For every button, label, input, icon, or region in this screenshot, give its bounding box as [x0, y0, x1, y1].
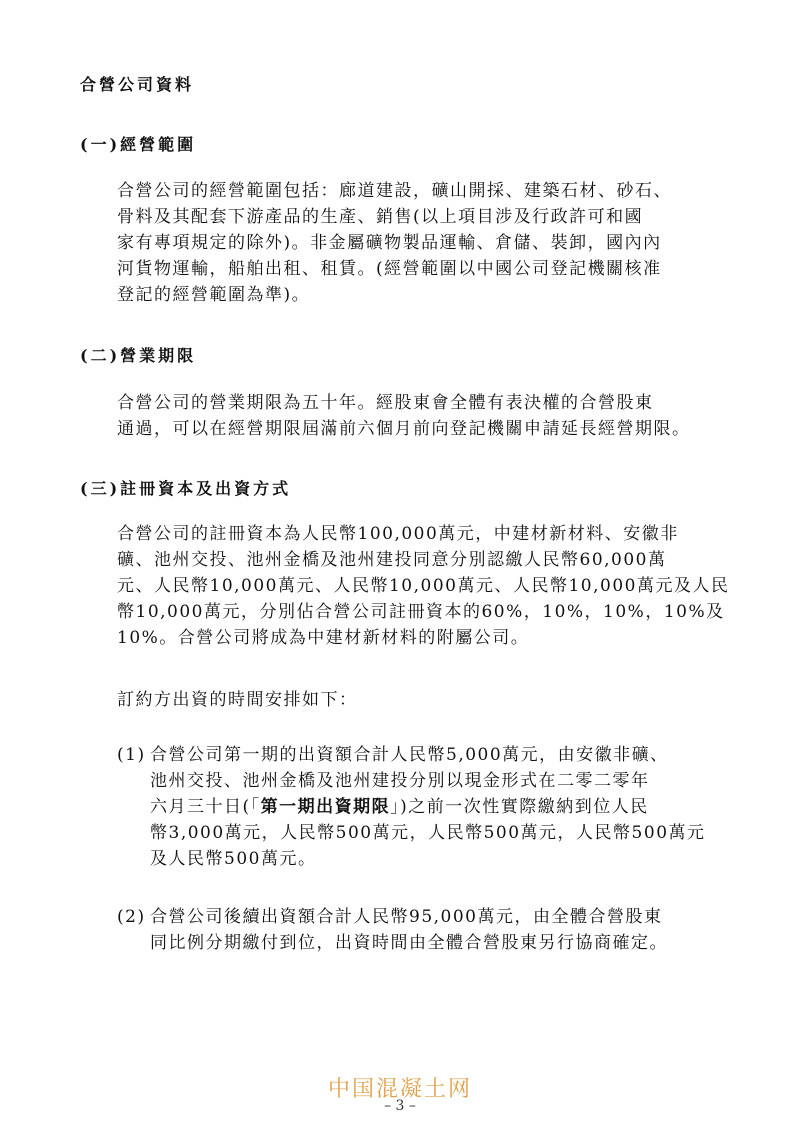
paragraph-business-scope: [117, 178, 729, 308]
paragraph-registered-capital: [117, 521, 729, 651]
list-item-number: (1): [117, 745, 146, 765]
text-line: 登記的經營範圍為準)。: [117, 285, 311, 305]
text-line: 池州交投、池州金橋及池州建投分別以現金形式在二零二零年: [150, 771, 650, 791]
page-number: – 3 –: [384, 1098, 416, 1114]
text-line: 合營公司的營業期限為五十年。經股東會全體有表決權的合營股東: [117, 393, 654, 413]
text-line: 同比例分期繳付到位，出資時間由全體合營股東另行協商確定。: [150, 933, 668, 953]
paragraph-operating-period: [117, 390, 729, 442]
text-line: [150, 794, 730, 820]
text-line: 及人民幣500萬元。: [150, 849, 317, 869]
text-fragment: 六月三十日(「: [150, 797, 261, 817]
text-line: 骨料及其配套下游產品的生產、銷售(以上項目涉及行政許可和國: [117, 207, 644, 227]
text-line: 幣3,000萬元，人民幣500萬元，人民幣500萬元，人民幣500萬元: [150, 823, 706, 843]
list-item-body: [150, 904, 730, 956]
text-fragment: 」)之前一次性實際繳納到位人民: [390, 797, 649, 817]
text-line: 合營公司的註冊資本為人民幣100,000萬元，中建材新材料、安徽非: [117, 524, 679, 544]
heading-operating-period: (二)營業期限: [80, 346, 197, 365]
list-item-number: (2): [117, 907, 146, 927]
text-line: 訂約方出資的時間安排如下：: [117, 690, 358, 710]
defined-term: 第一期出資期限: [260, 797, 391, 817]
text-line: 合營公司的經營範圍包括：廊道建設，礦山開採、建築石材、砂石、: [117, 181, 672, 201]
list-item-body: [150, 742, 730, 872]
text-line: 合營公司後續出資額合計人民幣95,000萬元，由全體合營股東: [150, 907, 663, 927]
watermark: 中国混凝土网: [327, 1077, 472, 1102]
text-line: 合營公司第一期的出資額合計人民幣5,000萬元，由安徽非礦、: [150, 745, 669, 765]
heading-business-scope: (一)經營範圍: [80, 135, 197, 154]
heading-registered-capital: (三)註冊資本及出資方式: [80, 479, 292, 498]
text-line: 礦、池州交投、池州金橋及池州建投同意分別認繳人民幣60,000萬: [117, 550, 667, 570]
text-line: 家有專項規定的除外)。非金屬礦物製品運輸、倉儲、裝卸，國內內: [117, 233, 662, 253]
text-line: 元、人民幣10,000萬元、人民幣10,000萬元、人民幣10,000萬元及人民: [117, 576, 729, 596]
text-line: 幣10,000萬元，分別佔合營公司註冊資本的60%，10%，10%，10%及: [117, 602, 725, 622]
section-title: 合營公司資料: [80, 75, 195, 94]
text-line: 河貨物運輸，船舶出租、租賃。(經營範圍以中國公司登記機關核准: [117, 259, 662, 279]
text-line: 通過，可以在經營期限屆滿前六個月前向登記機關申請延長經營期限。: [117, 419, 691, 439]
text-line: 10%。合營公司將成為中建材新材料的附屬公司。: [117, 628, 530, 648]
paragraph-contribution-intro: [117, 687, 729, 713]
